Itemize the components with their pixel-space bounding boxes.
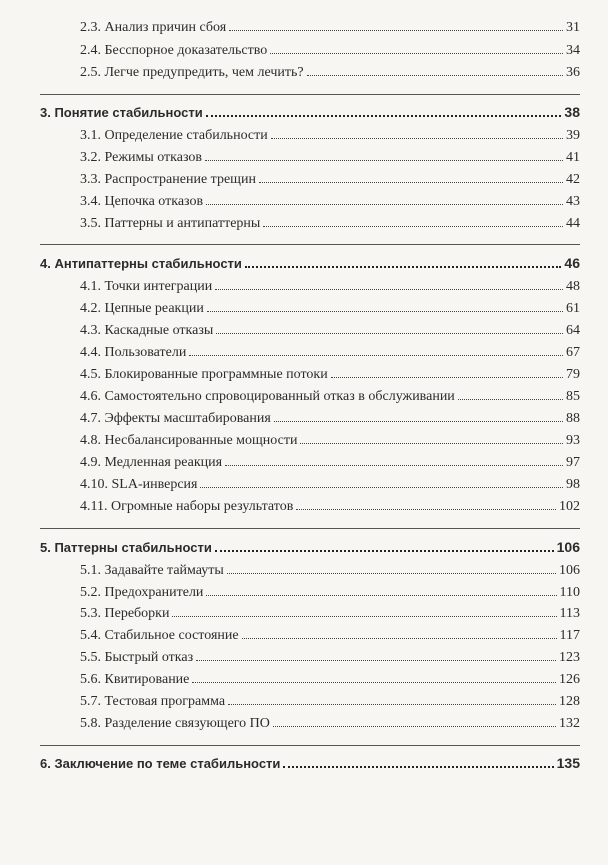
toc-entry <box>80 43 580 59</box>
toc-entry-title: 5.5. Быстрый отказ <box>80 650 194 665</box>
toc-entry-page: 97 <box>566 455 580 470</box>
dot-leader <box>245 257 562 268</box>
toc-entry-page: 39 <box>566 128 580 143</box>
section-divider <box>40 94 580 95</box>
toc-entry <box>80 150 580 166</box>
toc-entry-title: 5.4. Стабильное состояние <box>80 628 239 643</box>
toc-chapter-page: 46 <box>564 255 580 271</box>
toc-entry <box>80 694 580 710</box>
toc-entry <box>80 301 580 317</box>
dot-leader <box>229 20 563 31</box>
toc-entry <box>80 172 580 188</box>
toc-entry-page: 79 <box>566 367 580 382</box>
toc-entry-title: 3.2. Режимы отказов <box>80 150 203 165</box>
dot-leader <box>273 716 556 727</box>
toc-chapter <box>40 255 580 271</box>
toc-entry-title: 5.7. Тестовая программа <box>80 694 226 709</box>
dot-leader <box>215 541 554 552</box>
dot-leader <box>225 455 563 466</box>
dot-leader <box>215 279 563 290</box>
toc-chapter-page: 135 <box>556 755 580 771</box>
dot-leader <box>196 650 556 661</box>
toc-entry-page: 126 <box>559 672 580 687</box>
toc-entry-title: 3.4. Цепочка отказов <box>80 194 204 209</box>
toc-entry-page: 128 <box>559 694 580 709</box>
toc-chapter-title: 4. Антипаттерны стабильности <box>40 256 242 271</box>
toc-chapter-title: 6. Заключение по теме стабильности <box>40 756 281 771</box>
toc-entry-page: 123 <box>559 650 580 665</box>
toc-entry <box>80 128 580 144</box>
toc-entry <box>80 345 580 361</box>
toc-entry <box>80 194 580 210</box>
dot-leader <box>200 477 563 488</box>
toc-chapter-title: 5. Паттерны стабильности <box>40 540 212 555</box>
toc-entry <box>80 672 580 688</box>
dot-leader <box>263 216 563 227</box>
toc-chapter <box>40 104 580 120</box>
toc-entry <box>80 20 580 36</box>
dot-leader <box>242 628 557 639</box>
toc-chapter-page: 38 <box>564 104 580 120</box>
toc-entry-title: 5.8. Разделение связующего ПО <box>80 716 270 731</box>
dot-leader <box>206 106 562 117</box>
toc-entry-page: 106 <box>559 563 580 578</box>
toc-entry-title: 3.3. Распространение трещин <box>80 172 256 187</box>
dot-leader <box>274 411 563 422</box>
toc-entry-page: 98 <box>566 477 580 492</box>
toc-entry <box>80 433 580 449</box>
dot-leader <box>331 367 563 378</box>
toc-chapter-page: 106 <box>556 539 580 555</box>
toc-entry-title: 2.4. Бесспорное доказательство <box>80 43 268 58</box>
dot-leader <box>192 672 556 683</box>
toc-entry <box>80 585 580 601</box>
toc-entry <box>80 477 580 493</box>
toc-entry-title: 3.1. Определение стабильности <box>80 128 268 143</box>
dot-leader <box>458 389 563 400</box>
toc-entry <box>80 628 580 644</box>
toc-entry-page: 102 <box>559 499 580 514</box>
toc-entry-title: 4.11. Огромные наборы результатов <box>80 499 294 514</box>
dot-leader <box>216 323 563 334</box>
dot-leader <box>300 433 563 444</box>
toc-entry-title: 4.8. Несбалансированные мощности <box>80 433 298 448</box>
toc-entry-title: 4.6. Самостоятельно спровоцированный отказ в обслуживании <box>80 389 455 404</box>
toc-entry-page: 132 <box>559 716 580 731</box>
toc-entry-page: 31 <box>566 20 580 35</box>
toc-entry-page: 36 <box>566 65 580 80</box>
toc-entry-page: 64 <box>566 323 580 338</box>
toc-entry-page: 67 <box>566 345 580 360</box>
dot-leader <box>283 757 553 768</box>
toc-entry <box>80 716 580 732</box>
toc-chapter-title: 3. Понятие стабильности <box>40 105 203 120</box>
toc-entry-page: 43 <box>566 194 580 209</box>
toc-entry-title: 4.4. Пользователи <box>80 345 187 360</box>
toc-entry-title: 5.3. Переборки <box>80 606 170 621</box>
toc-entry-page: 88 <box>566 411 580 426</box>
toc-entry <box>80 411 580 427</box>
dot-leader <box>228 694 556 705</box>
toc-entry-title: 2.3. Анализ причин сбоя <box>80 20 227 35</box>
toc-entry-title: 4.3. Каскадные отказы <box>80 323 214 338</box>
toc-entry-title: 4.1. Точки интеграции <box>80 279 213 294</box>
toc-entry <box>80 563 580 579</box>
toc-entry-page: 61 <box>566 301 580 316</box>
section-divider <box>40 244 580 245</box>
dot-leader <box>259 172 563 183</box>
toc-entry <box>80 279 580 295</box>
toc-entry-title: 4.10. SLA-инверсия <box>80 477 198 492</box>
toc-entry <box>80 455 580 471</box>
toc-entry-page: 34 <box>566 43 580 58</box>
toc-entry-page: 44 <box>566 216 580 231</box>
toc-entry-title: 4.7. Эффекты масштабирования <box>80 411 271 426</box>
toc-entry <box>80 606 580 622</box>
toc-chapter <box>40 755 580 771</box>
dot-leader <box>172 606 556 617</box>
toc-entry-title: 4.2. Цепные реакции <box>80 301 204 316</box>
dot-leader <box>206 585 556 596</box>
toc-entry-page: 48 <box>566 279 580 294</box>
dot-leader <box>205 150 563 161</box>
toc-entry-title: 4.5. Блокированные программные потоки <box>80 367 328 382</box>
toc-entry <box>80 216 580 232</box>
toc-entry-page: 42 <box>566 172 580 187</box>
dot-leader <box>189 345 563 356</box>
toc-chapter <box>40 539 580 555</box>
dot-leader <box>271 128 563 139</box>
section-divider <box>40 528 580 529</box>
toc-entry-title: 2.5. Легче предупредить, чем лечить? <box>80 65 304 80</box>
toc-entry <box>80 389 580 405</box>
toc-entry-title: 5.1. Задавайте таймауты <box>80 563 224 578</box>
toc-entry <box>80 499 580 515</box>
toc-entry-page: 85 <box>566 389 580 404</box>
toc-entry <box>80 323 580 339</box>
toc-entry-page: 110 <box>559 585 580 600</box>
dot-leader <box>296 499 556 510</box>
toc-entry-page: 113 <box>559 606 580 621</box>
dot-leader <box>270 43 563 54</box>
toc-entry-title: 5.6. Квитирование <box>80 672 190 687</box>
dot-leader <box>207 301 563 312</box>
toc-entry <box>80 65 580 81</box>
dot-leader <box>206 194 563 205</box>
dot-leader <box>307 65 563 76</box>
toc-entry-title: 4.9. Медленная реакция <box>80 455 223 470</box>
toc-entry-page: 93 <box>566 433 580 448</box>
toc-entry-title: 3.5. Паттерны и антипаттерны <box>80 216 261 231</box>
toc-entry-page: 41 <box>566 150 580 165</box>
toc-entry-title: 5.2. Предохранители <box>80 585 204 600</box>
toc-entry <box>80 650 580 666</box>
section-divider <box>40 745 580 746</box>
toc-entry <box>80 367 580 383</box>
toc-entry-page: 117 <box>559 628 580 643</box>
dot-leader <box>227 563 556 574</box>
